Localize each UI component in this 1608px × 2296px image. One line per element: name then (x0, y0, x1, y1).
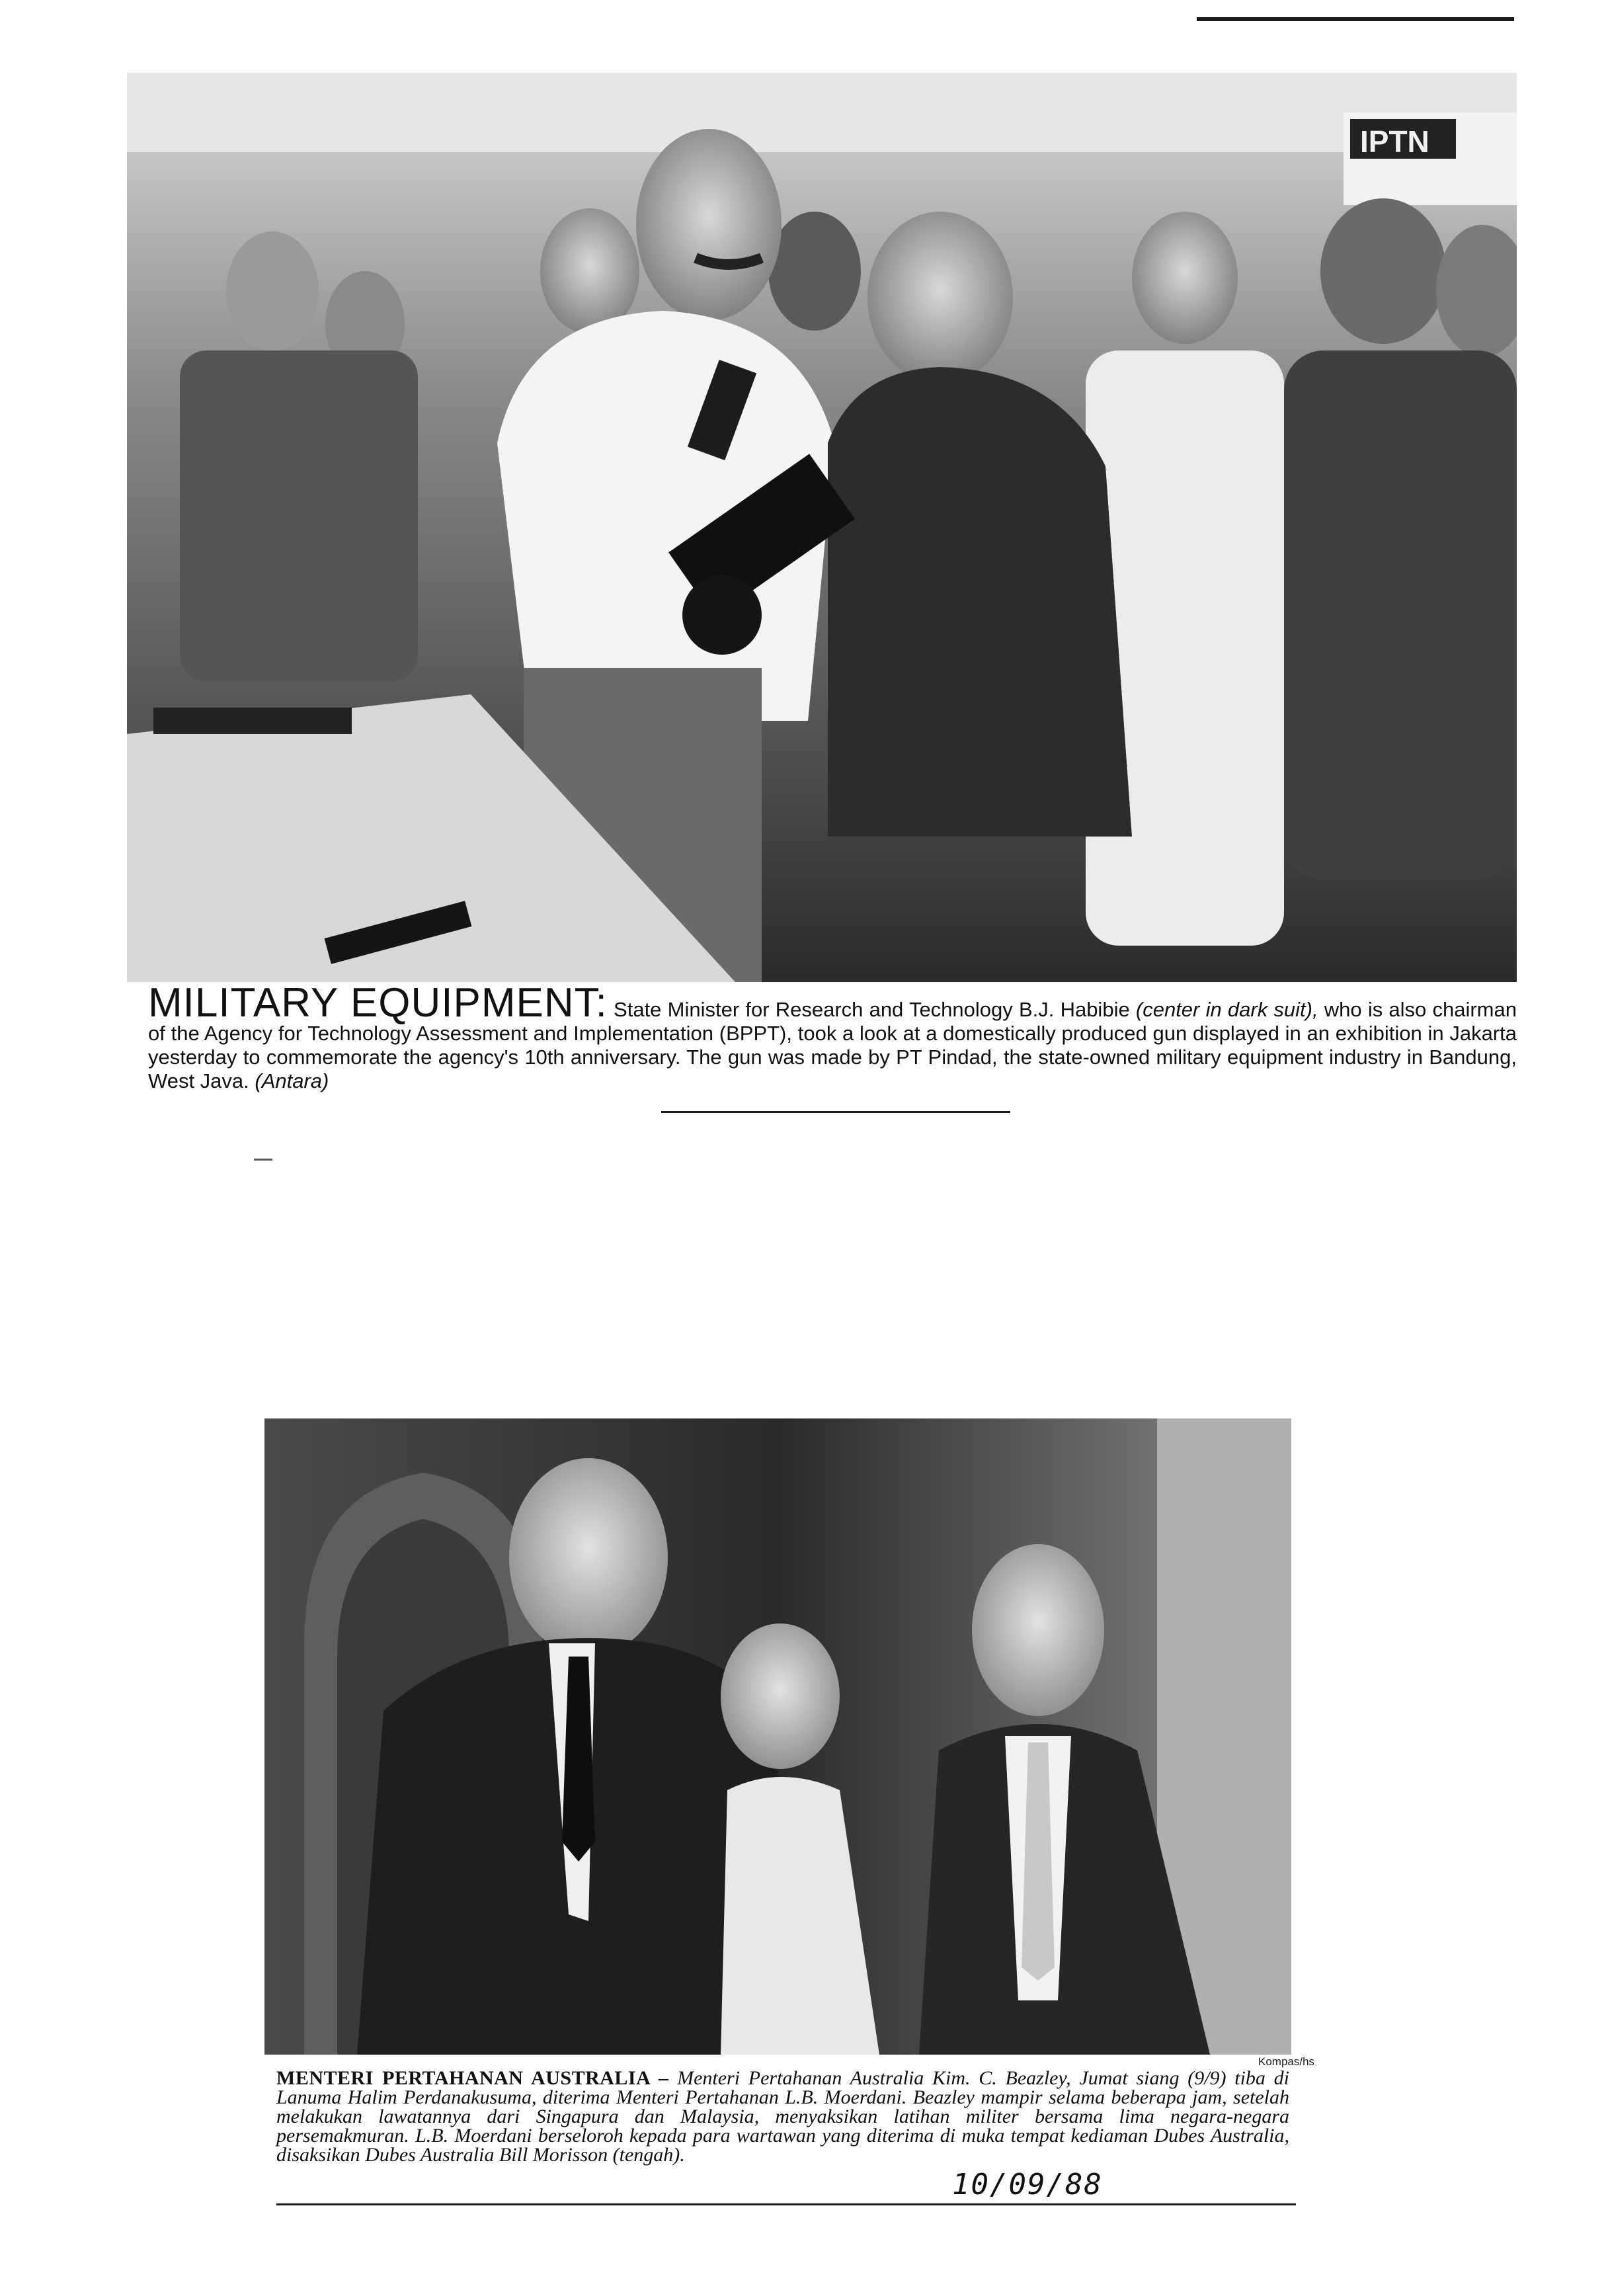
defence-minister-headline: MENTERI PERTAHANAN AUSTRALIA – (276, 2067, 669, 2089)
military-equipment-headline: MILITARY EQUIPMENT: (148, 980, 608, 1026)
iptn-sign: IPTN (1360, 124, 1429, 159)
top-rule (1197, 17, 1514, 21)
defence-minister-body: Menteri Pertahanan Australia Kim. C. Beazley, Jumat siang (9/9) tiba di Lanuma Halim Perdanakusuma, diterima Menteri Pertahanan L.B. Moerdani. Beazley mampir selama beberapa jam, setelah melakukan lawatannya dari Singapura dan Malaysia, menyaksikan latihan militer bersama lima negara-negara persemakmuran. L.B. Moerdani berseloroh kepada para wartawan yang diterima di muka tempat kediaman Dubes Australia, disaksikan Dubes Australia Bill Morisson (tengah). (276, 2067, 1289, 2166)
caption1-italic-a: (center in dark suit), (1135, 998, 1318, 1021)
handwritten-date: 10/09/88 (952, 2168, 1103, 2201)
photo-credit: Kompas/hs (1258, 2055, 1315, 2068)
military-equipment-caption (148, 980, 1517, 1093)
photo-military-equipment-image (127, 73, 1517, 982)
caption1-rule (661, 1111, 1010, 1113)
photo-defence-ministers-image (264, 1418, 1291, 2055)
caption2-rule (276, 2203, 1296, 2205)
photo-military-equipment (127, 73, 1517, 982)
caption1-text-a: State Minister for Research and Technology B.J. Habibie (607, 998, 1136, 1021)
defence-minister-caption (276, 2069, 1289, 2164)
caption1-text-b: who is also chairman of the Agency for Technology Assessment and Implementation (BPPT), took a look at a domestically produced gun displayed in an exhibition in Jakarta yesterday to commemorate the agency's 10th anniversary. The gun was made by PT Pindad, the state-owned military equipment industry in Bandung, West Java. (148, 998, 1517, 1092)
stray-dash-mark (254, 1159, 272, 1161)
caption1-source: (Antara) (255, 1069, 329, 1092)
photo-defence-ministers (264, 1418, 1291, 2055)
